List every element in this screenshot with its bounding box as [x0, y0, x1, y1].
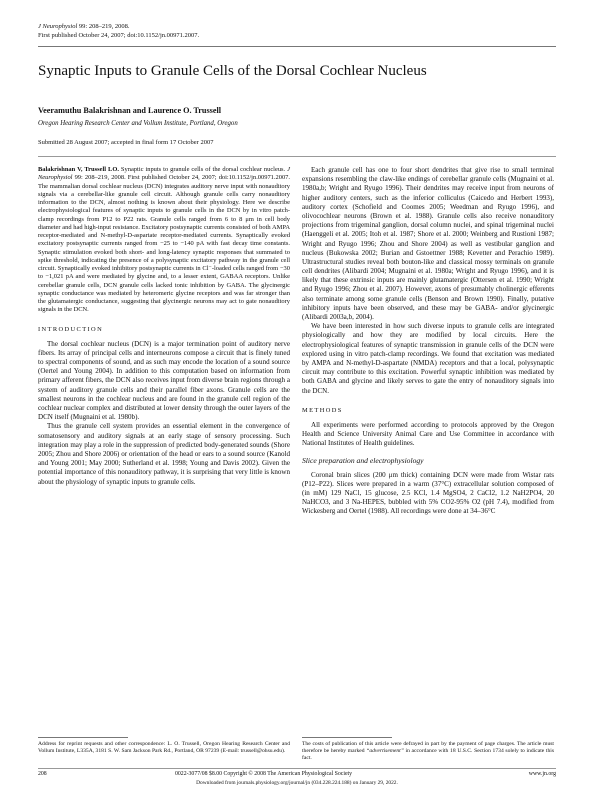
copyright-line: 0022-3077/08 $8.00 Copyright © 2008 The American Physiological Society [175, 771, 353, 777]
right-column [302, 166, 554, 517]
article-title: Synaptic Inputs to Granule Cells of the Dorsal Cochlear Nucleus [38, 63, 427, 79]
methods-paragraph-2: Coronal brain slices (200 μm thick) containing DCN were made from Wistar rats (P12–P22). Slices were prepared in a warm (37°C) extracellular solution composed of (in mM) 129 NaCl, 15 glucose, 2.5 KCl, 1.4 MgSO4, 2 CaCl2, 1.2 NaH2PO4, 20 NaHCO3, and 3 Na-HEPES, bubbled with 5% CO2-95% O2 (pH 7.4), modified from Wickesberg and Oertel (1988). All recordings were done at 34–36°C [302, 470, 554, 516]
introduction-paragraph-1: The dorsal cochlear nucleus (DCN) is a major termination point of auditory nerve fibers. Its array of principal cells and interneurons compose a circuit that is finely tuned to spectral components of sound, and as such may encode the location of a sound source (Oertel and Young 2004). In addition to this computation based on information from primary afferent fibers, the DCN also receives input from diverse brain regions through a system of auditory granule cells and their parallel fiber axons. Granule cells are the smallest neurons in the cochlear nucleus and are found in the granule cell region of the cochlear nuclear complex and distributed at lower density through the outer layers of the DCN itself (Mugnaini et al. 1980b). [38, 339, 290, 422]
publication-cost-footnote [302, 741, 554, 762]
abstract-journal: J Neurophysiol [38, 166, 291, 182]
first-published-line: First published October 24, 2007; doi:10.1152/jn.00971.2007. [38, 31, 200, 39]
journal-name: J Neurophysiol [38, 23, 78, 30]
page-number: 208 [38, 771, 47, 777]
cost-note-start: The costs of publication of this article were defrayed in part by the payment of page charges. The article must therefore be hereby marked [302, 741, 554, 754]
introduction-paragraph-4: We have been interested in how such diverse inputs to granule cells are integrated physiologically and how they are modified by local circuits. Here the electrophysiological features of synaptic transmission in granule cells of the DCN were explored using in vitro patch-clamp recordings. We found that excitation was mediated by AMPA and N-methyl-D-aspartate (NMDA) receptors and that a local, polysynaptic circuit may contribute to this excitation. Powerful synaptic inhibition was mediated by both GABA and glycine and likely serves to gate the entry of nonauditory signals into the DCN. [302, 322, 554, 395]
cost-note-end: in accordance with 18 U.S.C. Section 1734 solely to indicate this fact. [302, 748, 555, 761]
author-affiliation: Oregon Hearing Research Center and Vollum Institute, Portland, Oregon [38, 120, 238, 127]
introduction-paragraph-3: Each granule cell has one to four short dendrites that give rise to small terminal expansions resembling the claw-like endings of cerebellar granule cells (Mugnaini et al. 1980a,b; Wright and Ryugo 1996). Their dendrites may receive input from neurons of higher auditory centers, such as the inferior colliculus (Caicedo and Herbert 1993), auditory cortex (Schofield and Coomes 2005; Weedman and Ryugo 1996), and olivocochlear neurons (Brown et al. 1988). Granule cells also receive nonauditory projections from trigeminal ganglion, dorsal column nuclei, and spinal trigeminal nuclei (Haenggeli et al. 2005; Itoh et al. 1987; Shore et al. 2000; Weinberg and Rustioni 1987; Wright and Ryugo 1996; Zhou and Shore 2004) as well as vestibular ganglion and nucleus (Bukowska 2002; Burian and Gstoettner 1988; Kevetter and Perachio 1989). Ultrastructural studies reveal both bouton-like and classical mossy terminals on granule cell dendrites (Alibardi 2004; Mugnaini et al. 1980a; Wright and Ryugo 1996), and it is likely that these extrinsic inputs are mainly glutamatergic (Ottersen et al. 1990; Wright and Ryugo 1996; Zhou et al. 2007). However, axons of presumably cholinergic efferents also terminate among some granule cells (Benson and Brown 1990). Finally, putative inhibitory inputs have been observed, and these may be GABA- and/or glycinergic (Alibardi 2003a,b, 2004). [302, 166, 554, 321]
journal-reference [38, 23, 199, 40]
footer-rule [38, 768, 556, 769]
abstract-citation-authors: Balakrishnan V, Trussell LO. [38, 166, 119, 173]
footnote-rule-left [38, 737, 128, 738]
methods-heading: METHODS [302, 406, 343, 414]
download-notice: Downloaded from journals.physiology.org/journal/jn (034.228.224.188) on January 29, 2022. [196, 780, 398, 786]
methods-subheading: Slice preparation and electrophysiology [302, 456, 424, 466]
footnote-rule-right [302, 737, 392, 738]
abstract [38, 166, 290, 315]
introduction-paragraph-2: Thus the granule cell system provides an essential element in the convergence of somatosensory and auditory signals at an early stage of sensory processing. Such integration may play a role in the suppression of predicted body-generated sounds (Shore 2005; Zhou and Shore 2006) or orientation of the head or ears to a sound source (Kanold and Young 2001; May 2000; Sutherland et al. 1998; Young and Davis 2002). Given the potential importance of this nonauditory pathway, it is surprising that very little is known about the physiology of synaptic inputs to granule cells. [38, 422, 290, 486]
author-list: Veeramuthu Balakrishnan and Laurence O. Trussell [38, 106, 222, 115]
cost-note-advertisement: “advertisement” [364, 748, 404, 754]
abstract-citation-title: Synaptic inputs to granule cells of the dorsal cochlear nucleus. [118, 166, 286, 173]
title-rule [38, 156, 556, 157]
journal-issue: 99: 208–219, 2008. [77, 23, 130, 30]
methods-paragraph-1: All experiments were performed according to protocols approved by the Oregon Health and Science University Animal Care and Use Committee in accordance with National Institutes of Health guidelines. [302, 420, 554, 448]
introduction-heading: INTRODUCTION [38, 325, 104, 333]
correspondence-footnote: Address for reprint requests and other correspondence: L. O. Trussell, Oregon Hearing Research Center and Vollum Institute, L335A, 3181 S. W. Sam Jackson Park Rd., Portland, OR 97239 (E-mail: trussell@ohsu.edu). [38, 741, 290, 754]
header-rule [38, 46, 556, 47]
submission-dates: Submitted 28 August 2007; accepted in final form 17 October 2007 [38, 139, 214, 146]
abstract-body: 99: 208–219, 2008. First published October 24, 2007; doi:10.1152/jn.00971.2007. The mammalian dorsal cochlear nucleus (DCN) integrates auditory nerve input with nonauditory signals via a cerebellar-like granule cell circuit. Although granule cells carry nonauditory information to the DCN, almost nothing is known about their physiology. Here we describe electrophysiological features of synaptic inputs to granule cells in the DCN by in vitro patch-clamp recordings from P12 to P22 rats. Granule cells ranged from 6 to 8 μm in cell body diameter and had high-input resistance. Excitatory postsynaptic currents consisted of both AMPA receptor-mediated and N-methyl-D-aspartate receptor-mediated currents. Synaptically evoked excitatory postsynaptic currents ranged from −25 to −140 pA with fast decay time constants. Synaptic stimulation evoked both short- and long-latency synaptic responses that summated to spike threshold, indicating the presence of a polysynaptic excitatory pathway in the granule cell circuit. Synaptically evoked inhibitory postsynaptic currents in Cl⁻-loaded cells ranged from −30 to −1,021 pA and were mediated by glycine and, to a lesser extent, GABAA receptors. Unlike cerebellar granule cells, DCN granule cells lacked tonic inhibition by GABA. The glycinergic synaptic conductance was mediated by heteromeric glycine receptors and was far stronger than the glutamatergic conductance, suggesting that glycinergic neurons may act to gate nonauditory signals in the DCN. [38, 174, 290, 314]
journal-url[interactable]: www.jn.org [528, 771, 556, 777]
left-column [38, 166, 290, 487]
